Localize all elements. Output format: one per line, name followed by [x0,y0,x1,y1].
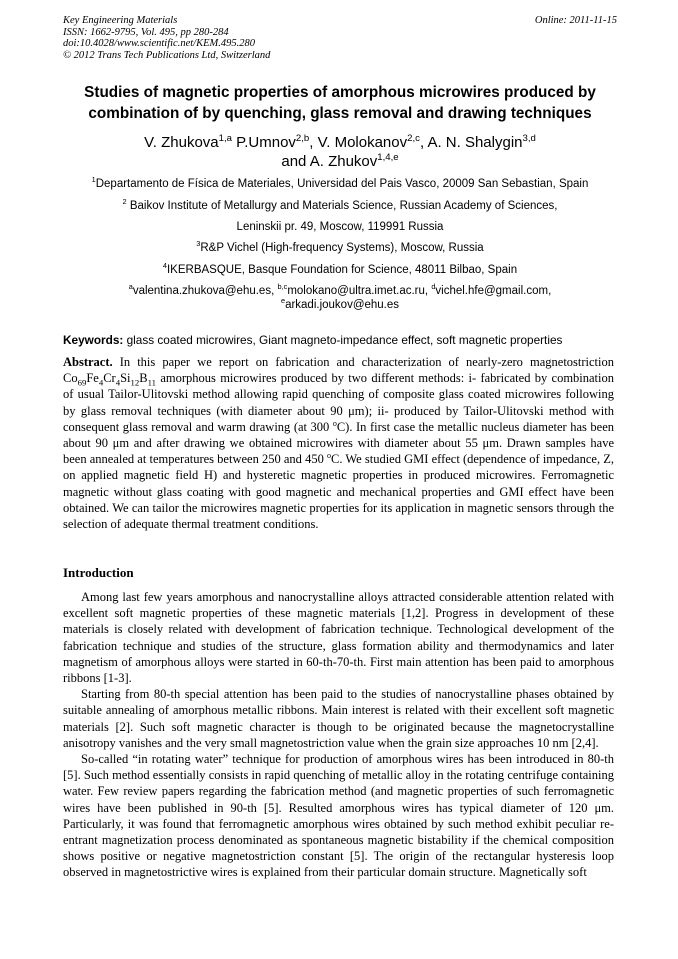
alloy-subscript: 4 [115,377,121,388]
affiliation-sup: 2 [122,197,127,207]
author-separator: , [309,134,318,151]
abstract-paragraph [63,354,614,532]
affiliation-sup: 3 [196,239,201,249]
intro-paragraph-3: So-called “in rotating water” technique for production of amorphous wires has been introduced in 80-th [5]. Such method essentially consists in rapid quenching of metallic alloy in the rotating centrifuge containing water. Few review papers regarding the fabrication method (and magnetic properties of such ferromagnetic wires have been published in 90-th [5]. Resulted amorphous wires has typical diameter of 120 μm. Particularly, it was found that ferromagnetic amorphous wires obtained by such method exhibit peculiar re-entrant magnetization process denominated as spontaneous magnetic bistability if the chemical composition shows positive or negative magnetostriction constant [5]. The origin of the rectangular hysteresis loop observed in magnetostrictive wires is explained from their particular domain structure. Magnetically soft [63,752,614,880]
abstract-text: C. We studied GMI effect (dependence of impedance, Z, on applied magnetic field H) and hysteretic magnetic properties in produced microwires. Ferromagnetic magnetic without glass coating with good magnetic and mechanical properties and GMI effect have been obtained. We can tailor the microwires magnetic properties for its application in magnetic sensors through the selection of adequate thermal treatment conditions. [63,452,614,532]
author-name: V. Molokanov [317,134,408,151]
abstract-text: amorphous microwires produced by two different methods: i- fabricated by combination of usual Tailor-Ulitovski method allowing rapid quenching of composite glass coated microwires following by glass removal techniques (with diameter about 90 μm); ii- produced by Tailor-Ulitovski method with consequent glass removal and warm drawing (at 300 [63,371,615,434]
email-a: valentina.zhukova@ehu.es, [132,285,275,297]
degree-sup: o [326,451,331,461]
author-name: P.Umnov [236,134,296,151]
email-bc: molokano@ultra.imet.ac.ru, [287,285,429,297]
affiliation-3 [40,241,640,255]
author-line-1 [40,133,640,152]
issn-line: ISSN: 1662-9795, Vol. 495, pp 280-284 [63,26,229,38]
author-affil-sup: 1,4,e [377,152,399,163]
alloy-subscript: 4 [98,377,104,388]
affiliation-text: IKERBASQUE, Basque Foundation for Science, 48011 Bilbao, Spain [166,264,518,276]
author-affil-sup: 1,a [218,133,232,144]
email-sup: a [128,282,133,292]
email-line-1 [40,284,640,298]
author-line-2 [40,152,640,171]
affiliation-text: R&P Vichel (High-frequency Systems), Moscow, Russia [200,242,484,254]
keywords-text: glass coated microwires, Giant magneto-impedance effect, soft magnetic properties [126,333,563,347]
intro-paragraph-1: Among last few years amorphous and nanocrystalline alloys attracted considerable attention related with excellent soft magnetic properties of these magnetic materials [1,2]. Progress in development of these materials is closely related with development of fabrication technique. Technological development of the fabrication technique and studies of the structure, glass formation ability and thermodynamics and later magnetism of amorphous alloys were started in 60-th-70-th. First main attention has been paid to amorphous ribbons [1-3]. [63,590,614,686]
intro-paragraph-2: Starting from 80-th special attention has been paid to the studies of nanocrystalline phases obtained by suitable annealing of amorphous metallic ribbons. Main interest is related with their excellent soft magnetic materials [2]. Such soft magnetic character is though to be originated because the magnetocrystalline anisotropy vanishes and the very small magnetostriction value when the grain size approaches 10 nm [2,4]. [63,687,614,750]
online-date: Online: 2011-11-15 [534,15,617,26]
affiliation-2 [40,199,640,213]
title-line-2: combination of by quenching, glass removal and drawing techniques [88,105,592,122]
paper-title [40,82,640,124]
abstract-label: Abstract. [63,355,113,369]
affiliation-1 [40,177,640,191]
keywords-label: Keywords: [63,333,124,347]
email-d: vichel.hfe@gmail.com, [435,285,552,297]
journal-header [63,15,617,61]
alloy-subscript: 12 [130,377,140,388]
doi-line: doi:10.4028/www.scientific.net/KEM.495.280 [63,38,255,49]
author-name: A. Zhukov [309,153,378,170]
author-affil-sup: 2,b [295,133,310,144]
email-e: arkadi.joukov@ehu.es [285,299,400,311]
author-list [40,133,640,171]
email-sup: e [280,296,286,306]
alloy-element: Co [63,371,78,386]
title-line-1: Studies of magnetic properties of amorphous microwires produced by [84,84,596,101]
alloy-subscript: 11 [147,377,157,388]
email-sup: b,c [277,282,288,292]
author-name: A. N. Shalygin [427,134,523,151]
alloy-element: B [139,371,148,386]
abstract [63,354,614,532]
affiliation-sup: 1 [91,175,96,185]
affiliation-text: Baikov Institute of Metallurgy and Materials Science, Russian Academy of Sciences, [129,200,558,212]
author-emails [40,284,640,312]
alloy-formula [63,371,157,388]
journal-name: Key Engineering Materials [63,15,178,26]
email-sup: d [431,282,436,292]
affiliation-2-address [40,220,640,234]
abstract-text: C). In first case the metallic nucleus diameter has been about 90 μm and after drawing we obtained microwires with diameter about 55 μm. Drawn samples have been annealed at temperatures between 250 and 450 [63,419,614,467]
author-affil-sup: 3,d [522,133,536,144]
introduction-body [63,589,614,881]
author-and: and [281,153,307,170]
degree-sup: o [332,418,337,428]
abstract-intro: In this paper we report on fabrication and characterization of nearly-zero magnetostriction [119,355,615,369]
copyright-line: © 2012 Trans Tech Publications Ltd, Switzerland [63,49,271,61]
keywords [63,333,623,347]
alloy-element: Cr [103,371,116,386]
alloy-element: Fe [86,371,99,386]
section-heading-introduction: Introduction [63,565,134,580]
author-separator: , [419,134,428,151]
email-line-2 [40,298,640,312]
alloy-subscript: 69 [77,377,87,388]
author-name: V. Zhukova [144,134,219,151]
author-affil-sup: 2,c [407,133,420,144]
affiliation-text: Departamento de Física de Materiales, Universidad del Pais Vasco, 20009 San Sebastian, Spain [95,178,589,190]
affiliation-text: Leninskii pr. 49, Moscow, 119991 Russia [236,221,444,233]
affiliation-sup: 4 [162,261,167,271]
affiliation-4 [40,263,640,277]
alloy-element: Si [120,371,131,386]
